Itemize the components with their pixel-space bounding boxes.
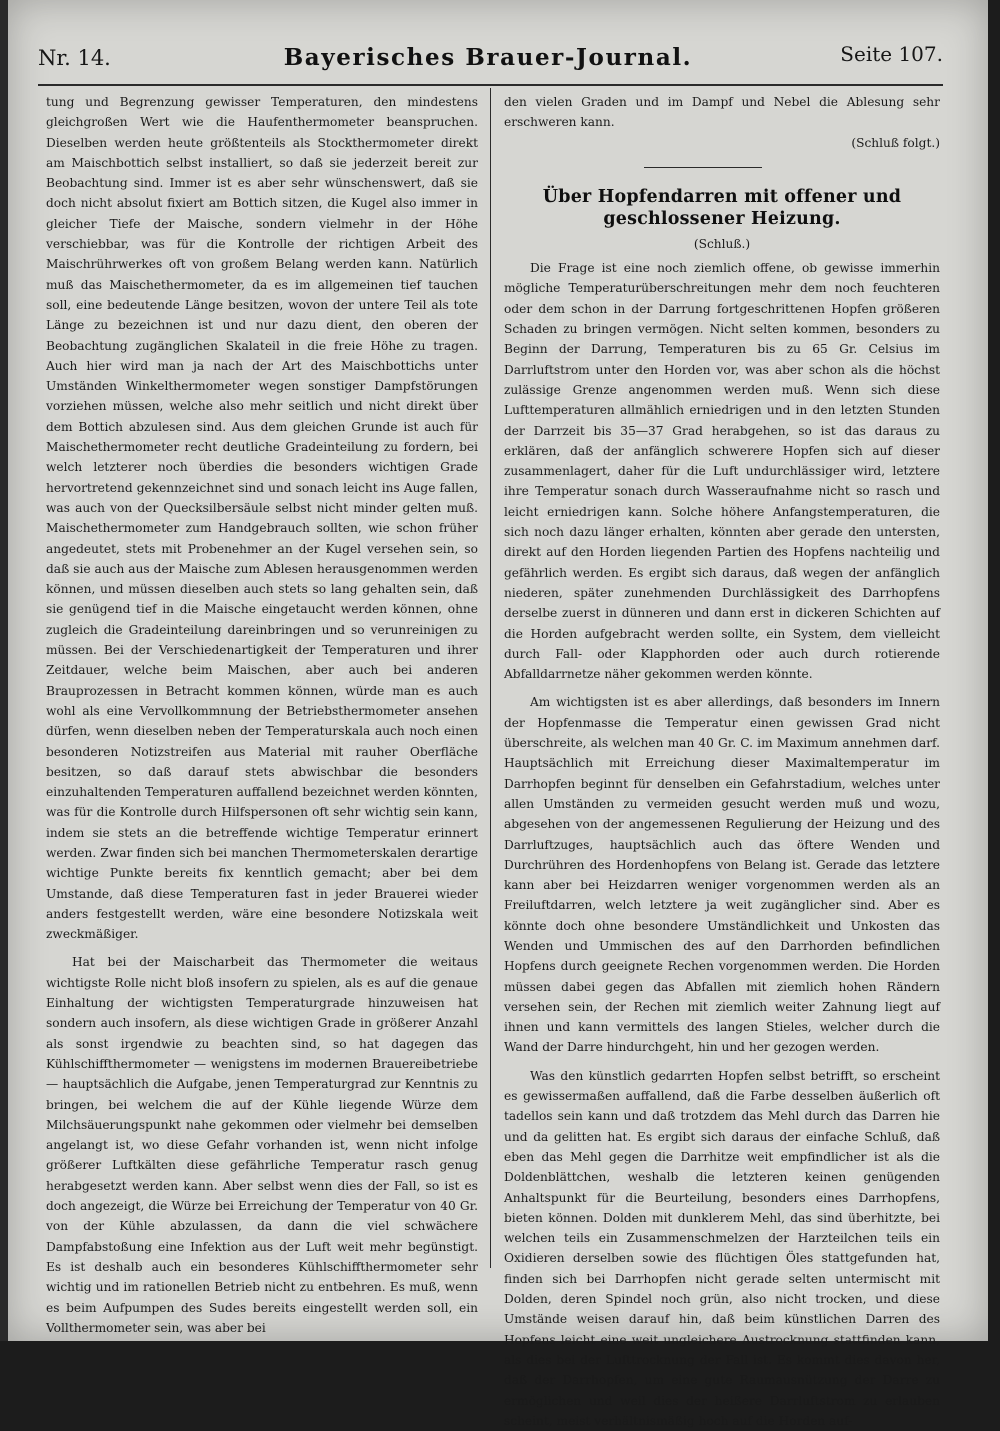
article-subtitle: (Schluß.) <box>693 236 751 251</box>
journal-title: Bayerisches Brauer-Journal. <box>283 44 693 71</box>
left-paragraph-2: Hat bei der Maischarbeit das Thermometer die weitaus wichtigste Rolle nicht bloß insofern zu spielen, als es auf die genaue Einhaltung der wichtigsten Temperaturgrade hinzuweisen hat sondern auch insofern, als diese wichtigen Grade in größerer Anzahl als sonst irgendwie zu beachten sind, so hat dagegen das Kühlschiffthermometer — wenigstens im modernen Brauereibetriebe — hauptsächlich die Aufgabe, jenen Temperaturgrad zur Kenntnis zu bringen, bei welchem die auf der Kühle liegende Würze dem Milchsäuerungspunkt nahe gekommen oder vielmehr bei demselben angelangt ist, wo diese Gefahr vorhanden ist, wenn nicht infolge größerer Luftkälten diese gefährliche Temperatur rasch genug herabgesetzt werden kann. Aber selbst wenn dies der Fall, so ist es doch angezeigt, die Würze bei Erreichung der Temperatur von 40 Gr. von der Kühle abzulassen, da dann die viel schwächere Dampfabstoßung eine Infektion aus der Luft weit mehr begünstigt. Es ist deshalb auch ein besonderes Kühlschiffthermometer sehr wichtig und im rationellen Betrieb nicht zu entbehren. Es muß, wenn es beim Aufpumpen des Sudes bereits eingestellt werden soll, ein Vollthermometer sein, was aber bei <box>46 955 478 1335</box>
continuation-text: den vielen Graden und im Dampf und Nebel die Ablesung sehr erschweren kann. <box>504 95 940 130</box>
page-number: Seite 107. <box>840 42 943 66</box>
article-title: Über Hopfendarren mit offener und geschlossener Heizung. <box>542 186 902 229</box>
left-column <box>46 92 478 1335</box>
section-separator <box>644 167 762 168</box>
book-spine-shadow <box>0 0 8 1341</box>
header-rule <box>38 84 943 86</box>
page-header <box>38 40 943 80</box>
newspaper-page <box>8 0 988 1428</box>
right-paragraph-2: Am wichtigsten ist es aber allerdings, daß besonders im Innern der Hopfenmasse die Temperatur einen gewissen Grad nicht überschreite, als welchen man 40 Gr. C. im Maximum annehmen darf. Hauptsächlich mit Erreichung dieser Maximaltemperatur im Darrhopfen beginnt für denselben ein Gefahrstadium, welches unter allen Umständen zu vermeiden gesucht werden muß und wozu, abgesehen von der angemessenen Regulierung der Heizung und des Darrluftzuges, hauptsächlich auch das öftere Wenden und Durchrühren des Hordenhopfens von Belang ist. Gerade das letztere kann aber bei Heizdarren weniger vorgenommen werden als an Freiluftdarren, welch letztere ja weit zugänglicher sind. Aber es könnte doch ohne besondere Umständlichkeit und Unkosten das Wenden und Ummischen des auf den Darrhorden befindlichen Hopfens durch geeignete Rechen vorgenommen werden. Die Horden müssen dabei gegen das Abfallen mit ziemlich hohen Rändern versehen sein, der Rechen mit ziemlich weiter Zahnung liegt auf ihnen und kann vermittels des langen Stieles, welcher durch die Wand der Darre hindurchgeht, hin und her gezogen werden. <box>504 695 940 1055</box>
issue-number: Nr. 14. <box>38 46 111 70</box>
right-paragraph-3: Was den künstlich gedarrten Hopfen selbst betrifft, so erscheint es gewissermaßen auffallend, daß die Farbe desselben äußerlich oft tadellos sein kann und daß trotzdem das Mehl durch das Darren hie und da gelitten hat. Es ergibt sich daraus der einfache Schluß, daß eben das Mehl gegen die Darrhitze weit empfindlicher ist als die Doldenblättchen, weshalb die letzteren keinen genügenden Anhaltspunkt für die Beurteilung, besonders eines Darrhopfens, bieten können. Dolden mit dunklerem Mehl, das sind überhitzte, bei welchen teils ein Zusammenschmelzen der Harzteilchen teils ein Oxidieren derselben sowie des flüchtigen Öles stattgefunden hat, finden sich bei Darrhopfen nicht gerade selten untermischt mit Dolden, deren Spindel noch grün, also nicht trocken, und diese Umstände weisen darauf hin, daß beim künstlichen Darren des Hopfens leicht eine weit ungleichere Austrocknung stattfinden kann, als dies bei der Lufttrocknung der Fall ist. Es kommt dies davon her, daß der Darrhopfen, um eine gute Raumausnützung der Darre zu ermöglichen und weil dies der heißere Darrluftstrom zu erlauben scheint, meist verhältnismäßig hoch auf die Horden auf- <box>504 1068 940 1428</box>
continuation-note: (Schluß folgt.) <box>851 135 940 150</box>
column-divider <box>490 88 491 1268</box>
right-paragraph-1: Die Frage ist eine noch ziemlich offene, ob gewisse immerhin mögliche Temperaturüberschreitungen mehr dem noch feuchteren oder dem schon in der Darrung fortgeschrittenen Hopfen größeren Schaden zu bringen vermögen. Nicht selten kommen, besonders zu Beginn der Darrung, Temperaturen bis zu 65 Gr. Celsius im Darrluftstrom unter den Horden vor, was aber schon als die höchst zulässige Grenze angenommen werden muß. Wenn sich diese Lufttemperaturen allmählich erniedrigen und in den letzten Stunden der Darrzeit bis 35—37 Grad herabgehen, so ist das daraus zu erklären, daß der anfänglich schwerere Hopfen sich auf dieser zusammenlagert, daher für die Luft undurchlässiger wird, letztere ihre Temperatur sonach durch Wasseraufnahme nicht so rasch und leicht erniedrigen kann. Solche höhere Anfangstemperaturen, die sich noch dazu länger erhalten, könnten aber gerade den untersten, direkt auf den Horden liegenden Partien des Hopfens nachteilig und gefährlich werden. Es ergibt sich daraus, daß wegen der anfänglich niederen, später zunehmenden Durchlässigkeit des Darrhopfens derselbe zuerst in dünneren und dann erst in dickeren Schichten auf die Horden aufgebracht werden sollte, ein System, dem vielleicht durch Fall- oder Klapphorden oder auch durch rotierende Abfalldarrnetze näher gekommen werden könnte. <box>504 261 940 682</box>
right-column <box>504 92 940 1428</box>
left-paragraph-1: tung und Begrenzung gewisser Temperaturen, den mindestens gleichgroßen Wert wie die Haufenthermometer beanspruchen. Dieselben werden heute größtenteils als Stockthermometer direkt am Maischbottich selbst installiert, so daß sie jederzeit bereit zur Beobachtung sind. Immer ist es aber sehr wünschenswert, daß sie doch nicht absolut fixiert am Bottich sitzen, die Kugel also immer in gleicher Tiefe der Maische, sondern vielmehr in der Höhe verschiebbar, was für die Kontrolle der richtigen Arbeit des Maischrührwerkes oft von großem Belang werden kann. Natürlich muß das Maischethermometer, da es im allgemeinen tief tauchen soll, eine bedeutende Länge besitzen, wovon der untere Teil als tote Länge zu bezeichnen ist und nur dazu dient, den oberen der Beobachtung zugänglichen Skalateil in die freie Höhe zu tragen. Auch hier wird man ja nach der Art des Maischbottichs unter Umständen Winkelthermometer wegen sonstiger Dampfstörungen vorziehen müssen, welche also mehr seitlich und nicht direkt über dem Bottich abzulesen sind. Aus dem gleichen Grunde ist auch für Maischethermometer recht deutliche Gradeinteilung zu fordern, bei welch letzterer noch überdies die besonders wichtigen Grade hervortretend gekennzeichnet sind und sonach leicht ins Auge fallen, was auch von der Quecksilbersäule selbst nicht minder gelten muß. Maischethermometer zum Handgebrauch sollten, wie schon früher angedeutet, stets mit Probenehmer an der Kugel versehen sein, so daß sie auch aus der Maische zum Ablesen herausgenommen werden können, und müssen dieselben auch stets so lang gehalten sein, daß sie genügend tief in die Maische eingetaucht werden können, ohne zugleich die Gradeinteilung dareinbringen und so verunreinigen zu müssen. Bei der Verschiedenartigkeit der Temperaturen und ihrer Zeitdauer, welche beim Maischen, aber auch bei anderen Brauprozessen in Betracht kommen können, würde man es auch wohl als eine Vervollkommnung der Betriebsthermometer ansehen dürfen, wenn dieselben neben der Temperaturskala auch noch einen besonderen Notizstreifen aus Material mit rauher Oberfläche besitzen, so daß darauf stets abwischbar die besonders einzuhaltenden Temperaturen auffallend bezeichnet werden könnten, was für die Kontrolle durch Hilfspersonen oft sehr wichtig sein kann, indem sie stets an die betreffende wichtige Temperatur erinnert werden. Zwar finden sich bei manchen Thermometerskalen derartige wichtige Punkte bereits fix kenntlich gemacht; aber bei dem Umstande, daß diese Temperaturen fast in jeder Brauerei wieder anders festgestellt werden, wäre eine besondere Notizskala weit zweckmäßiger. <box>46 95 478 942</box>
